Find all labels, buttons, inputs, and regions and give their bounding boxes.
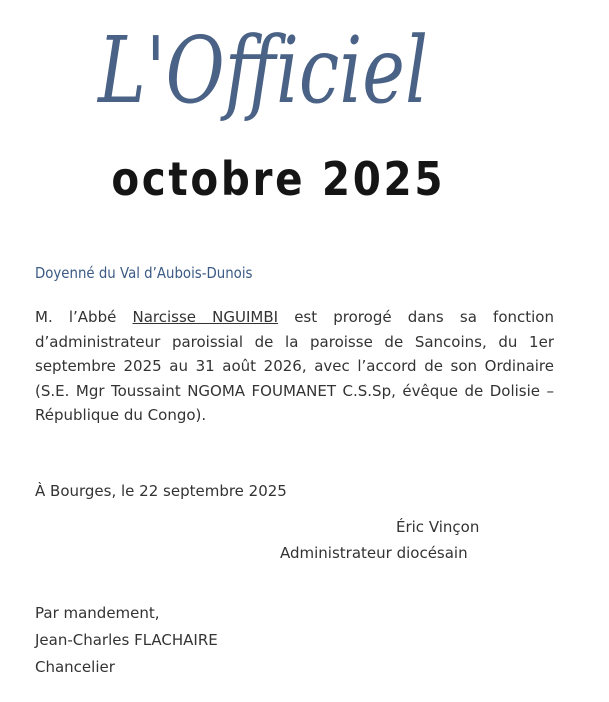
chancellor-name: Jean-Charles FLACHAIRE bbox=[35, 631, 218, 649]
chancellor-title: Chancelier bbox=[35, 658, 115, 676]
appointment-notice bbox=[35, 305, 554, 428]
notice-body: est prorogé dans sa fonction d’administrateur paroissial de la paroisse de Sancoins, du 1er septembre 2025 au 31 août 2026, avec l’accord de son Ordinaire (S.E. Mgr Toussaint NGOMA FOUMANET C.S.Sp, évêque de Dolisie – République du Congo). bbox=[35, 308, 554, 424]
signer-name: Éric Vinçon bbox=[396, 518, 480, 536]
signer-title: Administrateur diocésain bbox=[280, 544, 468, 562]
appointee-name: Narcisse NGUIMBI bbox=[132, 308, 279, 326]
officiel-script-logo bbox=[80, 0, 440, 135]
notice-prefix: M. l’Abbé bbox=[35, 308, 133, 326]
issue-month: octobre 2025 bbox=[111, 152, 446, 206]
place-date: À Bourges, le 22 septembre 2025 bbox=[35, 482, 287, 500]
masthead-logo bbox=[80, 0, 440, 135]
mandate-label: Par mandement, bbox=[35, 604, 160, 622]
svg-text:L'Officiel: L'Officiel bbox=[96, 17, 429, 124]
deanery-heading: Doyenné du Val d’Aubois-Dunois bbox=[35, 264, 253, 282]
